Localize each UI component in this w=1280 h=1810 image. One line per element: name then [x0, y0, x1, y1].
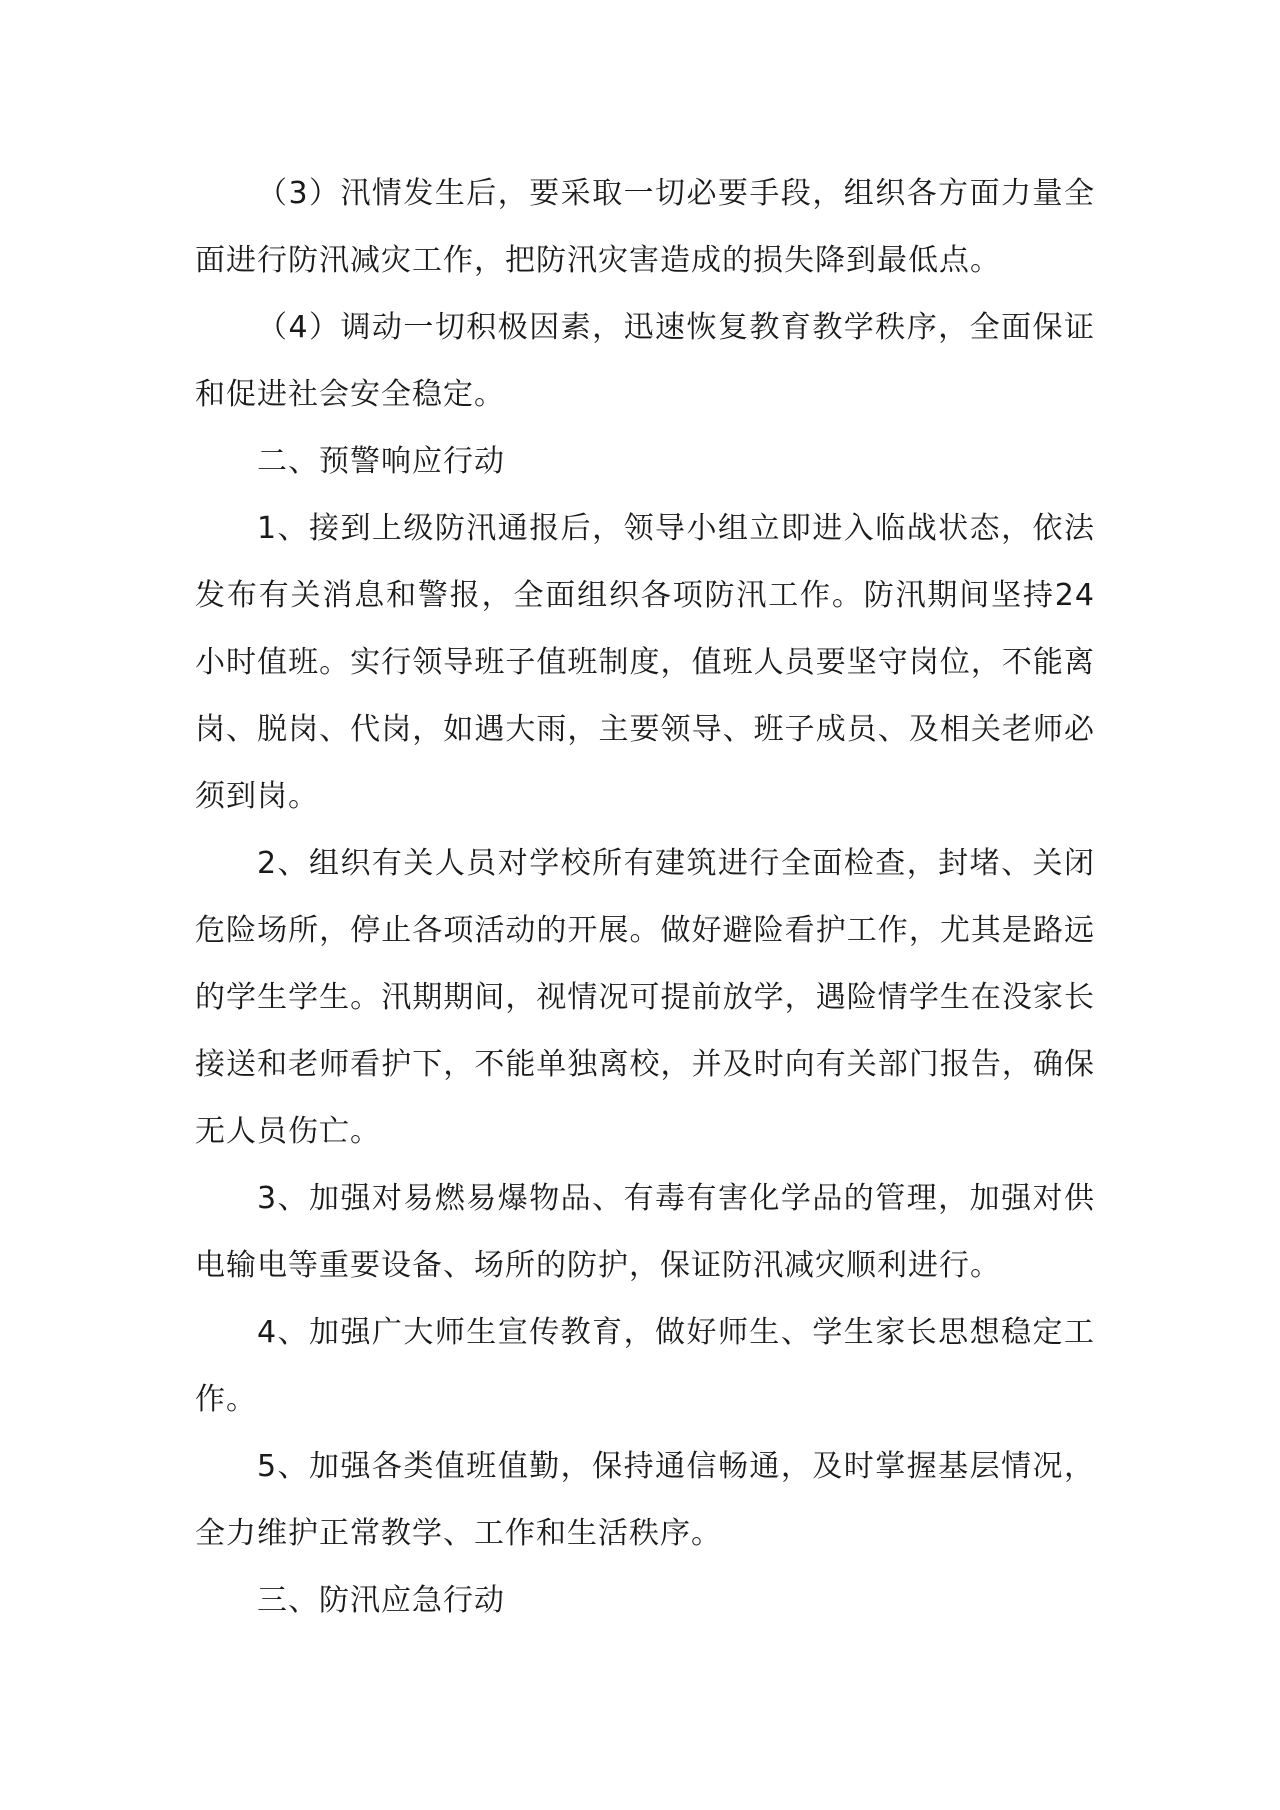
- paragraph-step-1: 1、接到上级防汛通报后，领导小组立即进入临战状态，依法发布有关消息和警报，全面组织各项防汛工作。防汛期间坚持24 小时值班。实行领导班子值班制度，值班人员要坚守岗位，不能离岗、脱岗、代岗，如遇大雨，主要领导、班子成员、及相关老师必须到岗。: [195, 511, 1095, 814]
- paragraph-step-2: 2、组织有关人员对学校所有建筑进行全面检查，封堵、关闭危险场所，停止各项活动的开展。做好避险看护工作，尤其是路远的学生学生。汛期期间，视情况可提前放学，遇险情学生在没家长接送和老师看护下，不能单独离校，并及时向有关部门报告，确保无人员伤亡。: [195, 846, 1095, 1149]
- paragraph-item-3: （3）汛情发生后，要采取一切必要手段，组织各方面力量全面进行防汛减灾工作，把防汛灾害造成的损失降到最低点。: [195, 176, 1095, 278]
- paragraph-step-5: 5、加强各类值班值勤，保持通信畅通，及时掌握基层情况，全力维护正常教学、工作和生活秩序。: [195, 1449, 1095, 1551]
- paragraph-step-3: 3、加强对易燃易爆物品、有毒有害化学品的管理，加强对供电输电等重要设备、场所的防护，保证防汛减灾顺利进行。: [195, 1181, 1095, 1283]
- section-heading-emergency-action: 三、防汛应急行动: [257, 1583, 505, 1618]
- paragraph-item-4: （4）调动一切积极因素，迅速恢复教育教学秩序，全面保证和促进社会安全稳定。: [195, 310, 1095, 412]
- paragraph-step-4: 4、加强广大师生宣传教育，做好师生、学生家长思想稳定工作。: [195, 1315, 1095, 1417]
- section-heading-warning-response: 二、预警响应行动: [257, 444, 505, 479]
- document-page: [195, 160, 1095, 1634]
